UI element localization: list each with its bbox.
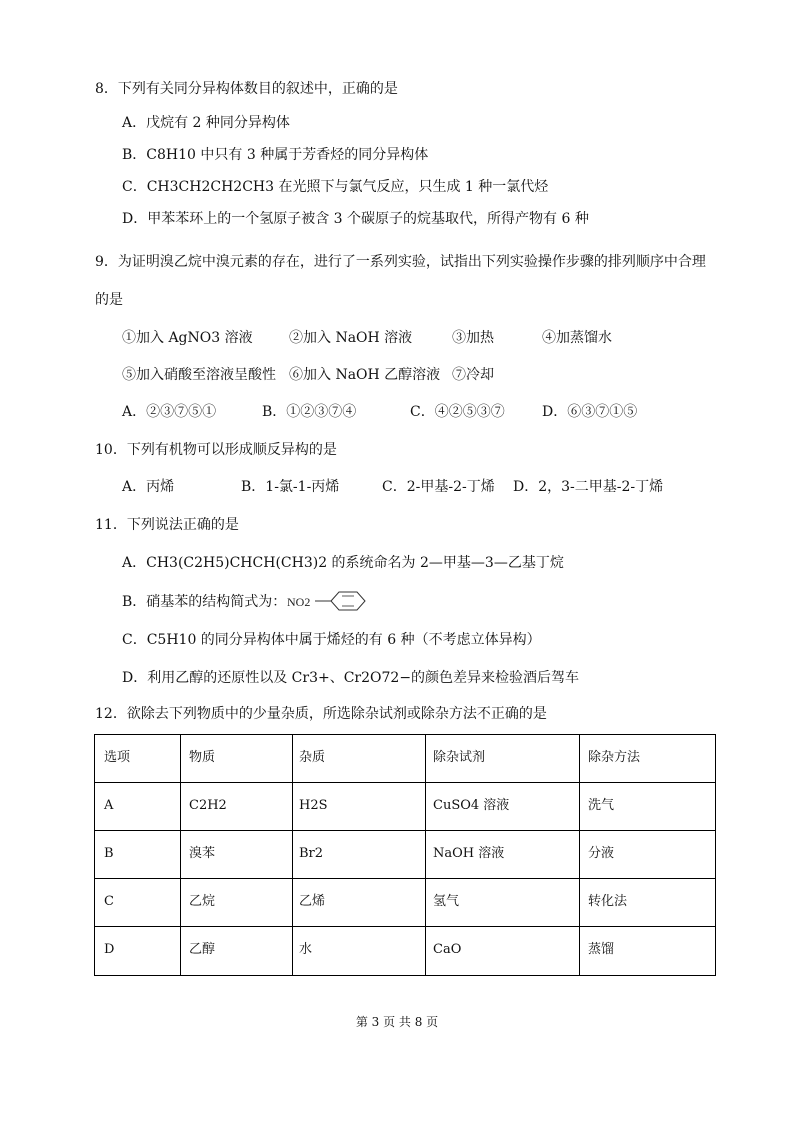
q9-step-4: ④加蒸馏水 (542, 330, 612, 346)
table-cell: CaO (433, 942, 462, 957)
q11-option-a: A．CH3(C2H5)CHCH(CH3)2 的系统命名为 2—甲基—3—乙基丁烷 (122, 555, 564, 571)
table-cell: C (104, 894, 114, 909)
q9-option-d: D．⑥③⑦①⑤ (542, 404, 638, 420)
q9-option-c: C．④②⑤③⑦ (410, 404, 505, 420)
q9-stem-line2: 的是 (95, 292, 123, 308)
page-footer: 第 3 页 共 8 页 (355, 1015, 439, 1029)
table-header-substance: 物质 (189, 750, 216, 765)
table-cell: 转化法 (588, 894, 628, 909)
q9-step-2: ②加入 NaOH 溶液 (289, 330, 413, 346)
table-cell: 洗气 (588, 798, 615, 813)
table-cell: 乙醇 (189, 942, 216, 957)
table-cell: 氢气 (433, 894, 460, 909)
table-cell: 蒸馏 (588, 942, 615, 957)
table-cell: 分液 (588, 846, 615, 861)
q9-option-b: B．①②③⑦④ (262, 404, 357, 420)
table-header-impurity: 杂质 (299, 750, 326, 765)
table-cell: NaOH 溶液 (433, 846, 505, 861)
q10-option-d: D．2，3-二甲基-2-丁烯 (513, 479, 664, 495)
table-cell: B (104, 846, 114, 861)
q8-option-d: D．甲苯苯环上的一个氢原子被含 3 个碳原子的烷基取代，所得产物有 6 种 (122, 211, 589, 227)
table-header-reagent: 除杂试剂 (433, 750, 486, 765)
impurity-table (94, 734, 716, 976)
table-cell: 溴苯 (189, 846, 216, 861)
q9-step-3: ③加热 (452, 330, 494, 346)
q11-option-d: D．利用乙醇的还原性以及 Cr3+、Cr2O72−的颜色差异来检验酒后驾车 (122, 670, 580, 686)
table-cell: A (104, 798, 114, 813)
table-cell: 乙烷 (189, 894, 216, 909)
q11-option-b: B．硝基苯的结构简式为： (122, 594, 287, 610)
table-cell: 水 (299, 942, 313, 957)
q8-stem: 8．下列有关同分异构体数目的叙述中，正确的是 (95, 81, 398, 97)
nitrobenzene-structure-icon (287, 589, 383, 613)
q9-option-a: A．②③⑦⑤① (122, 404, 217, 420)
q11-option-c: C．C5H10 的同分异构体中属于烯烃的有 6 种（不考虑立体异构） (122, 632, 541, 648)
q10-option-b: B．1-氯-1-丙烯 (241, 479, 340, 495)
table-cell: H2S (299, 798, 328, 813)
table-cell: CuSO4 溶液 (433, 798, 510, 813)
q9-step-5: ⑤加入硝酸至溶液呈酸性 (122, 367, 276, 383)
q12-stem: 12．欲除去下列物质中的少量杂质，所选除杂试剂或除杂方法不正确的是 (95, 706, 547, 722)
table-cell: 乙烯 (299, 894, 326, 909)
table-header-option: 选项 (104, 750, 131, 765)
nitro-group-label: NO2 (287, 595, 311, 609)
q10-stem: 10．下列有机物可以形成顺反异构的是 (95, 442, 337, 458)
q8-option-b: B．C8H10 中只有 3 种属于芳香烃的同分异构体 (122, 147, 429, 163)
q9-stem-line1: 9．为证明溴乙烷中溴元素的存在，进行了一系列实验，试指出下列实验操作步骤的排列顺序中合理 (95, 254, 706, 270)
q8-option-c: C．CH3CH2CH2CH3 在光照下与氯气反应，只生成 1 种一氯代烃 (122, 179, 549, 195)
q10-option-c: C．2-甲基-2-丁烯 (382, 479, 495, 495)
q11-stem: 11．下列说法正确的是 (95, 517, 239, 533)
table-cell: Br2 (299, 846, 324, 861)
q9-step-6: ⑥加入 NaOH 乙醇溶液 (289, 367, 441, 383)
table-cell: C2H2 (189, 798, 227, 813)
q9-step-7: ⑦冷却 (452, 367, 494, 383)
table-cell: D (104, 942, 115, 957)
q10-option-a: A．丙烯 (122, 479, 175, 495)
q9-step-1: ①加入 AgNO3 溶液 (122, 330, 253, 346)
q8-option-a: A．戊烷有 2 种同分异构体 (122, 115, 290, 131)
table-header-method: 除杂方法 (588, 750, 641, 765)
